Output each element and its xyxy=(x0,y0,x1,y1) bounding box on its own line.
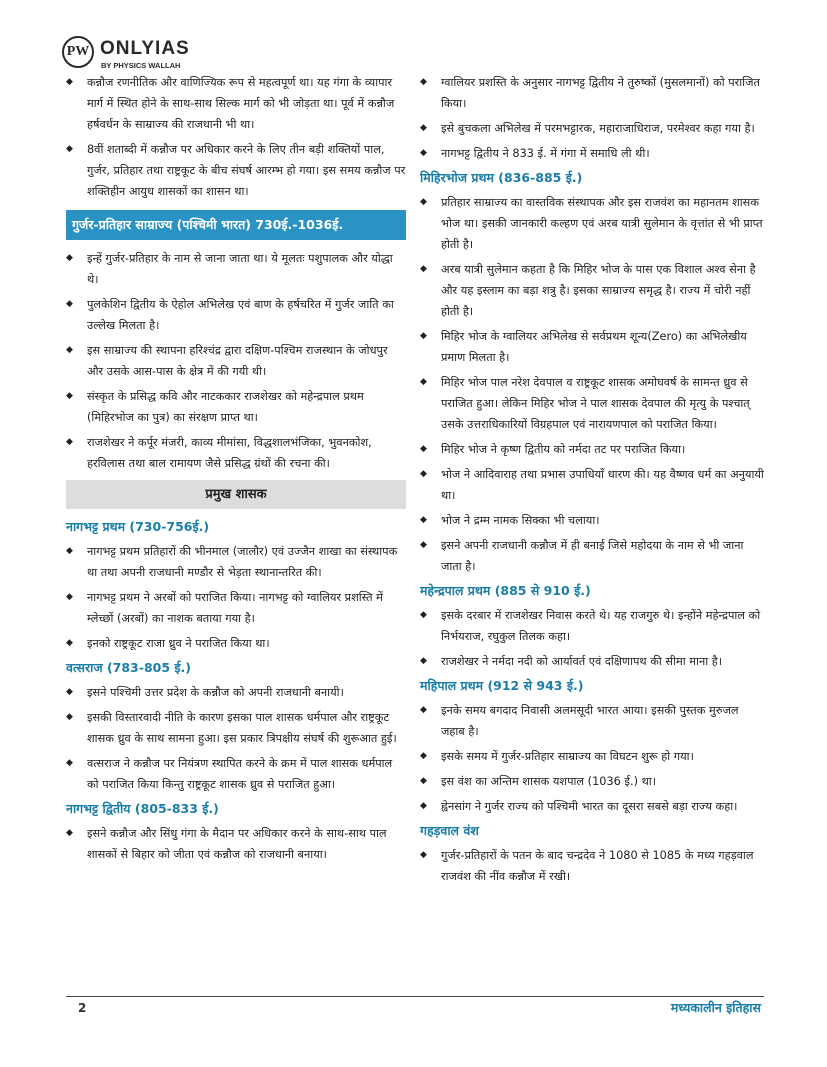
list-item: ◆ मिहिर भोज के ग्वालियर अभिलेख से सर्वप्रथम शून्य(Zero) का अभिलेखीय प्रमाण मिलता है। xyxy=(420,326,764,368)
list-item: ◆ भोज ने आदिवाराह तथा प्रभास उपाधियाँ धारण की। यह वैष्णव धर्म का अनुयायी था। xyxy=(420,464,764,506)
list-item: ◆ अरब यात्री सुलेमान कहता है कि मिहिर भोज के पास एक विशाल अश्व सेना है और यह इस्लाम का बड़ा शत्रु है। इसका साम्राज्य समृद्ध है। राज्य में चोरी नहीं होती है। xyxy=(420,259,764,322)
footer-divider xyxy=(66,996,764,997)
brand-tagline: BY PHYSICS WALLAH xyxy=(101,61,181,70)
right-column xyxy=(420,72,764,891)
section-heading: प्रमुख शासक xyxy=(66,480,406,509)
list-item: ◆ इस साम्राज्य की स्थापना हरिश्चंद्र द्वारा दक्षिण-पश्चिम राजस्थान के जोधपुर और उसके आस-पास के क्षेत्र में की गयी थी। xyxy=(66,340,406,382)
list-item: ◆ इसने पश्चिमी उत्तर प्रदेश के कन्नौज को अपनी राजधानी बनायी। xyxy=(66,682,406,703)
list-item: ◆ राजशेखर ने नर्मदा नदी को आर्यावर्त एवं दक्षिणापथ की सीमा माना है। xyxy=(420,651,764,672)
list-item: ◆ इसकी विस्तारवादी नीति के कारण इसका पाल शासक धर्मपाल और राष्ट्रकूट शासक ध्रुव के साथ सामना हुआ। इस प्रकार त्रिपक्षीय संघर्ष की शुरूआत हुई। xyxy=(66,707,406,749)
list-item: ◆ इसने अपनी राजधानी कन्नौज में ही बनाई जिसे महोदया के नाम से भी जाना जाता है। xyxy=(420,535,764,577)
list-item: ◆ इसे बुचकला अभिलेख में परमभट्टारक, महाराजाधिराज, परमेश्वर कहा गया है। xyxy=(420,118,764,139)
list-item: ◆ नागभट्ट प्रथम ने अरबों को पराजित किया। नागभट्ट को ग्वालियर प्रशस्ति में म्लेच्छों (अरबों) का नाशक बताया गया है। xyxy=(66,587,406,629)
list-item: ◆ गुर्जर-प्रतिहारों के पतन के बाद चन्द्रदेव ने 1080 से 1085 के मध्य गहड़वाल राजवंश की नींव कन्नौज में रखी। xyxy=(420,845,764,887)
logo-mark: PW xyxy=(62,36,94,68)
subheading: वत्सराज (783-805 ई.) xyxy=(66,660,191,675)
list-item: ◆ भोज ने द्रम्म नामक सिक्का भी चलाया। xyxy=(420,510,764,531)
list-item: ◆ इनको राष्ट्रकूट राजा ध्रुव ने पराजित किया था। xyxy=(66,633,406,654)
list-item: ◆ कन्नौज रणनीतिक और वाणिज्यिक रूप से महत्वपूर्ण था। यह गंगा के व्यापार मार्ग में स्थित होने के साथ-साथ सिल्क मार्ग को भी जोड़ता था। पूर्व में कन्नौज हर्षवर्धन के साम्राज्य की राजधानी भी था। xyxy=(66,72,406,135)
list-item: ◆ 8वीं शताब्दी में कन्नौज पर अधिकार करने के लिए तीन बड़ी शक्तियों पाल, गुर्जर, प्रतिहार तथा राष्ट्रकूट के बीच संघर्ष आरम्भ हो गया। इस समय कन्नौज पर शक्तिहीन आयुध शासकों का शासन था। xyxy=(66,139,406,202)
page-number: 2 xyxy=(78,1001,87,1015)
list-item: ◆ ह्वेनसांग ने गुर्जर राज्य को पश्चिमी भारत का दूसरा सबसे बड़ा राज्य कहा। xyxy=(420,796,764,817)
list-item: ◆ इस वंश का अन्तिम शासक यशपाल (1036 ई.) था। xyxy=(420,771,764,792)
list-item: ◆ पुलकेशिन द्वितीय के ऐहोल अभिलेख एवं बाण के हर्षचरित में गुर्जर जाति का उल्लेख मिलता है। xyxy=(66,294,406,336)
list-item: ◆ इसके समय में गुर्जर-प्रतिहार साम्राज्य का विघटन शुरू हो गया। xyxy=(420,746,764,767)
list-item: ◆ इसके दरबार में राजशेखर निवास करते थे। यह राजगुरु थे। इन्होंने महेन्द्रपाल को निर्भयराज, रघुकुल तिलक कहा। xyxy=(420,605,764,647)
list-item: ◆ ग्वालियर प्रशस्ति के अनुसार नागभट्ट द्वितीय ने तुरुष्कों (मुसलमानों) को पराजित किया। xyxy=(420,72,764,114)
list-item: ◆ नागभट्ट द्वितीय ने 833 ई. में गंगा में समाधि ली थी। xyxy=(420,143,764,164)
brand-name: ONLYIAS xyxy=(100,38,190,59)
subheading: मिहिरभोज प्रथम (836-885 ई.) xyxy=(420,170,583,185)
left-column xyxy=(66,72,406,869)
list-item: ◆ प्रतिहार साम्राज्य का वास्तविक संस्थापक और इस राजवंश का महानतम शासक भोज था। इसकी जानकारी कल्हण एवं अरब यात्री सुलेमान के वृत्तांत से भी प्राप्त होती है। xyxy=(420,192,764,255)
list-item: ◆ वत्सराज ने कन्नौज पर नियंत्रण स्थापित करने के क्रम में पाल शासक धर्मपाल को पराजित किया किन्तु राष्ट्रकूट शासक ध्रुव से पराजित हुआ। xyxy=(66,753,406,795)
list-item: ◆ मिहिर भोज पाल नरेश देवपाल व राष्ट्रकूट शासक अमोघवर्ष के सामन्त ध्रुव से पराजित हुआ। लेकिन मिहिर भोज ने पाल शासक देवपाल की मृत्यु के पश्चात् उसके उत्तराधिकारियों विग्रहपाल एवं नारायणपाल को पराजित किया। xyxy=(420,372,764,435)
subheading: महेन्द्रपाल प्रथम (885 से 910 ई.) xyxy=(420,583,591,598)
list-item: ◆ संस्कृत के प्रसिद्ध कवि और नाटककार राजशेखर को महेन्द्रपाल प्रथम (मिहिरभोज का पुत्र) का संरक्षण प्राप्त था। xyxy=(66,386,406,428)
list-item: ◆ नागभट्ट प्रथम प्रतिहारों की भीनमाल (जालौर) एवं उज्जैन शाखा का संस्थापक था तथा अपनी राजधानी मण्डौर से भेड़ता स्थानान्तरित की। xyxy=(66,541,406,583)
section-banner: गुर्जर-प्रतिहार साम्राज्य (पश्चिमी भारत) 730ई.-1036ई. xyxy=(66,210,406,240)
list-item: ◆ इसने कन्नौज और सिंधु गंगा के मैदान पर अधिकार करने के साथ-साथ पाल शासकों से बिहार को जीता एवं कन्नौज को राजधानी बनाया। xyxy=(66,823,406,865)
list-item: ◆ मिहिर भोज ने कृष्ण द्वितीय को नर्मदा तट पर पराजित किया। xyxy=(420,439,764,460)
list-item: ◆ इनके समय बगदाद निवासी अलमसूदी भारत आया। इसकी पुस्तक मुरुजल जहाब है। xyxy=(420,700,764,742)
subheading: महिपाल प्रथम (912 से 943 ई.) xyxy=(420,678,584,693)
subheading: नागभट्ट द्वितीय (805-833 ई.) xyxy=(66,801,219,816)
subheading: गहड़वाल वंश xyxy=(420,823,479,838)
footer-title: मध्यकालीन इतिहास xyxy=(670,1000,761,1015)
list-item: ◆ राजशेखर ने कर्पूर मंजरी, काव्य मीमांसा, विद्धशालभंजिका, भुवनकोश, हरविलास तथा बाल रामायण जैसे प्रसिद्ध ग्रंथों की रचना की। xyxy=(66,432,406,474)
list-item: ◆ इन्हें गुर्जर-प्रतिहार के नाम से जाना जाता था। ये मूलतः पशुपालक और योद्धा थे। xyxy=(66,248,406,290)
subheading: नागभट्ट प्रथम (730-756ई.) xyxy=(66,519,210,534)
